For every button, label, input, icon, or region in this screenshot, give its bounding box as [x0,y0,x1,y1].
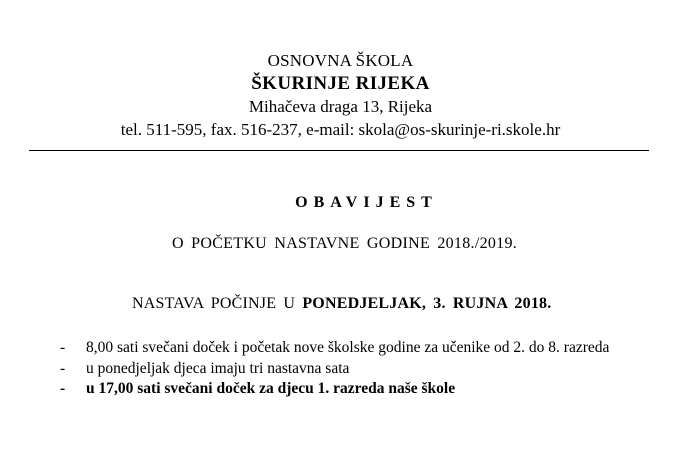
list-item-text: u 17,00 sati svečani doček za djecu 1. razreda naše škole [86,380,456,397]
school-address: Mihačeva draga 13, Rijeka [248,97,433,116]
list-dash: - [60,360,66,377]
school-name: ŠKURINJE RIJEKA [251,73,430,94]
start-day: PONEDJELJAK, [302,295,427,312]
school-type: OSNOVNA ŠKOLA [267,51,414,70]
school-contact: tel. 511-595, fax. 516-237, e-mail: skola@os-skurinje-ri.skole.hr [120,120,561,139]
list-item-text: 8,00 sati svečani doček i početak nove školske godine za učenike od 2. do 8. razreda [86,339,610,356]
start-prefix: NASTAVA POČINJE U [132,295,303,312]
start-date: 3. RUJNA 2018. [426,295,552,312]
list-dash: - [60,339,66,356]
list-item [0,338,681,358]
list-item-text: u ponedjeljak djeca imaju tri nastavna sata [86,360,350,377]
school-start-line [132,295,551,313]
list-item [0,379,681,399]
notice-subtitle: O POČETKU NASTAVNE GODINE 2018./2019. [172,235,518,252]
list-dash: - [60,380,66,397]
header-divider [29,150,649,151]
notice-title: OBAVIJEST [295,194,438,211]
schedule-list [0,338,681,399]
list-item [0,359,681,379]
letterhead [0,49,681,141]
